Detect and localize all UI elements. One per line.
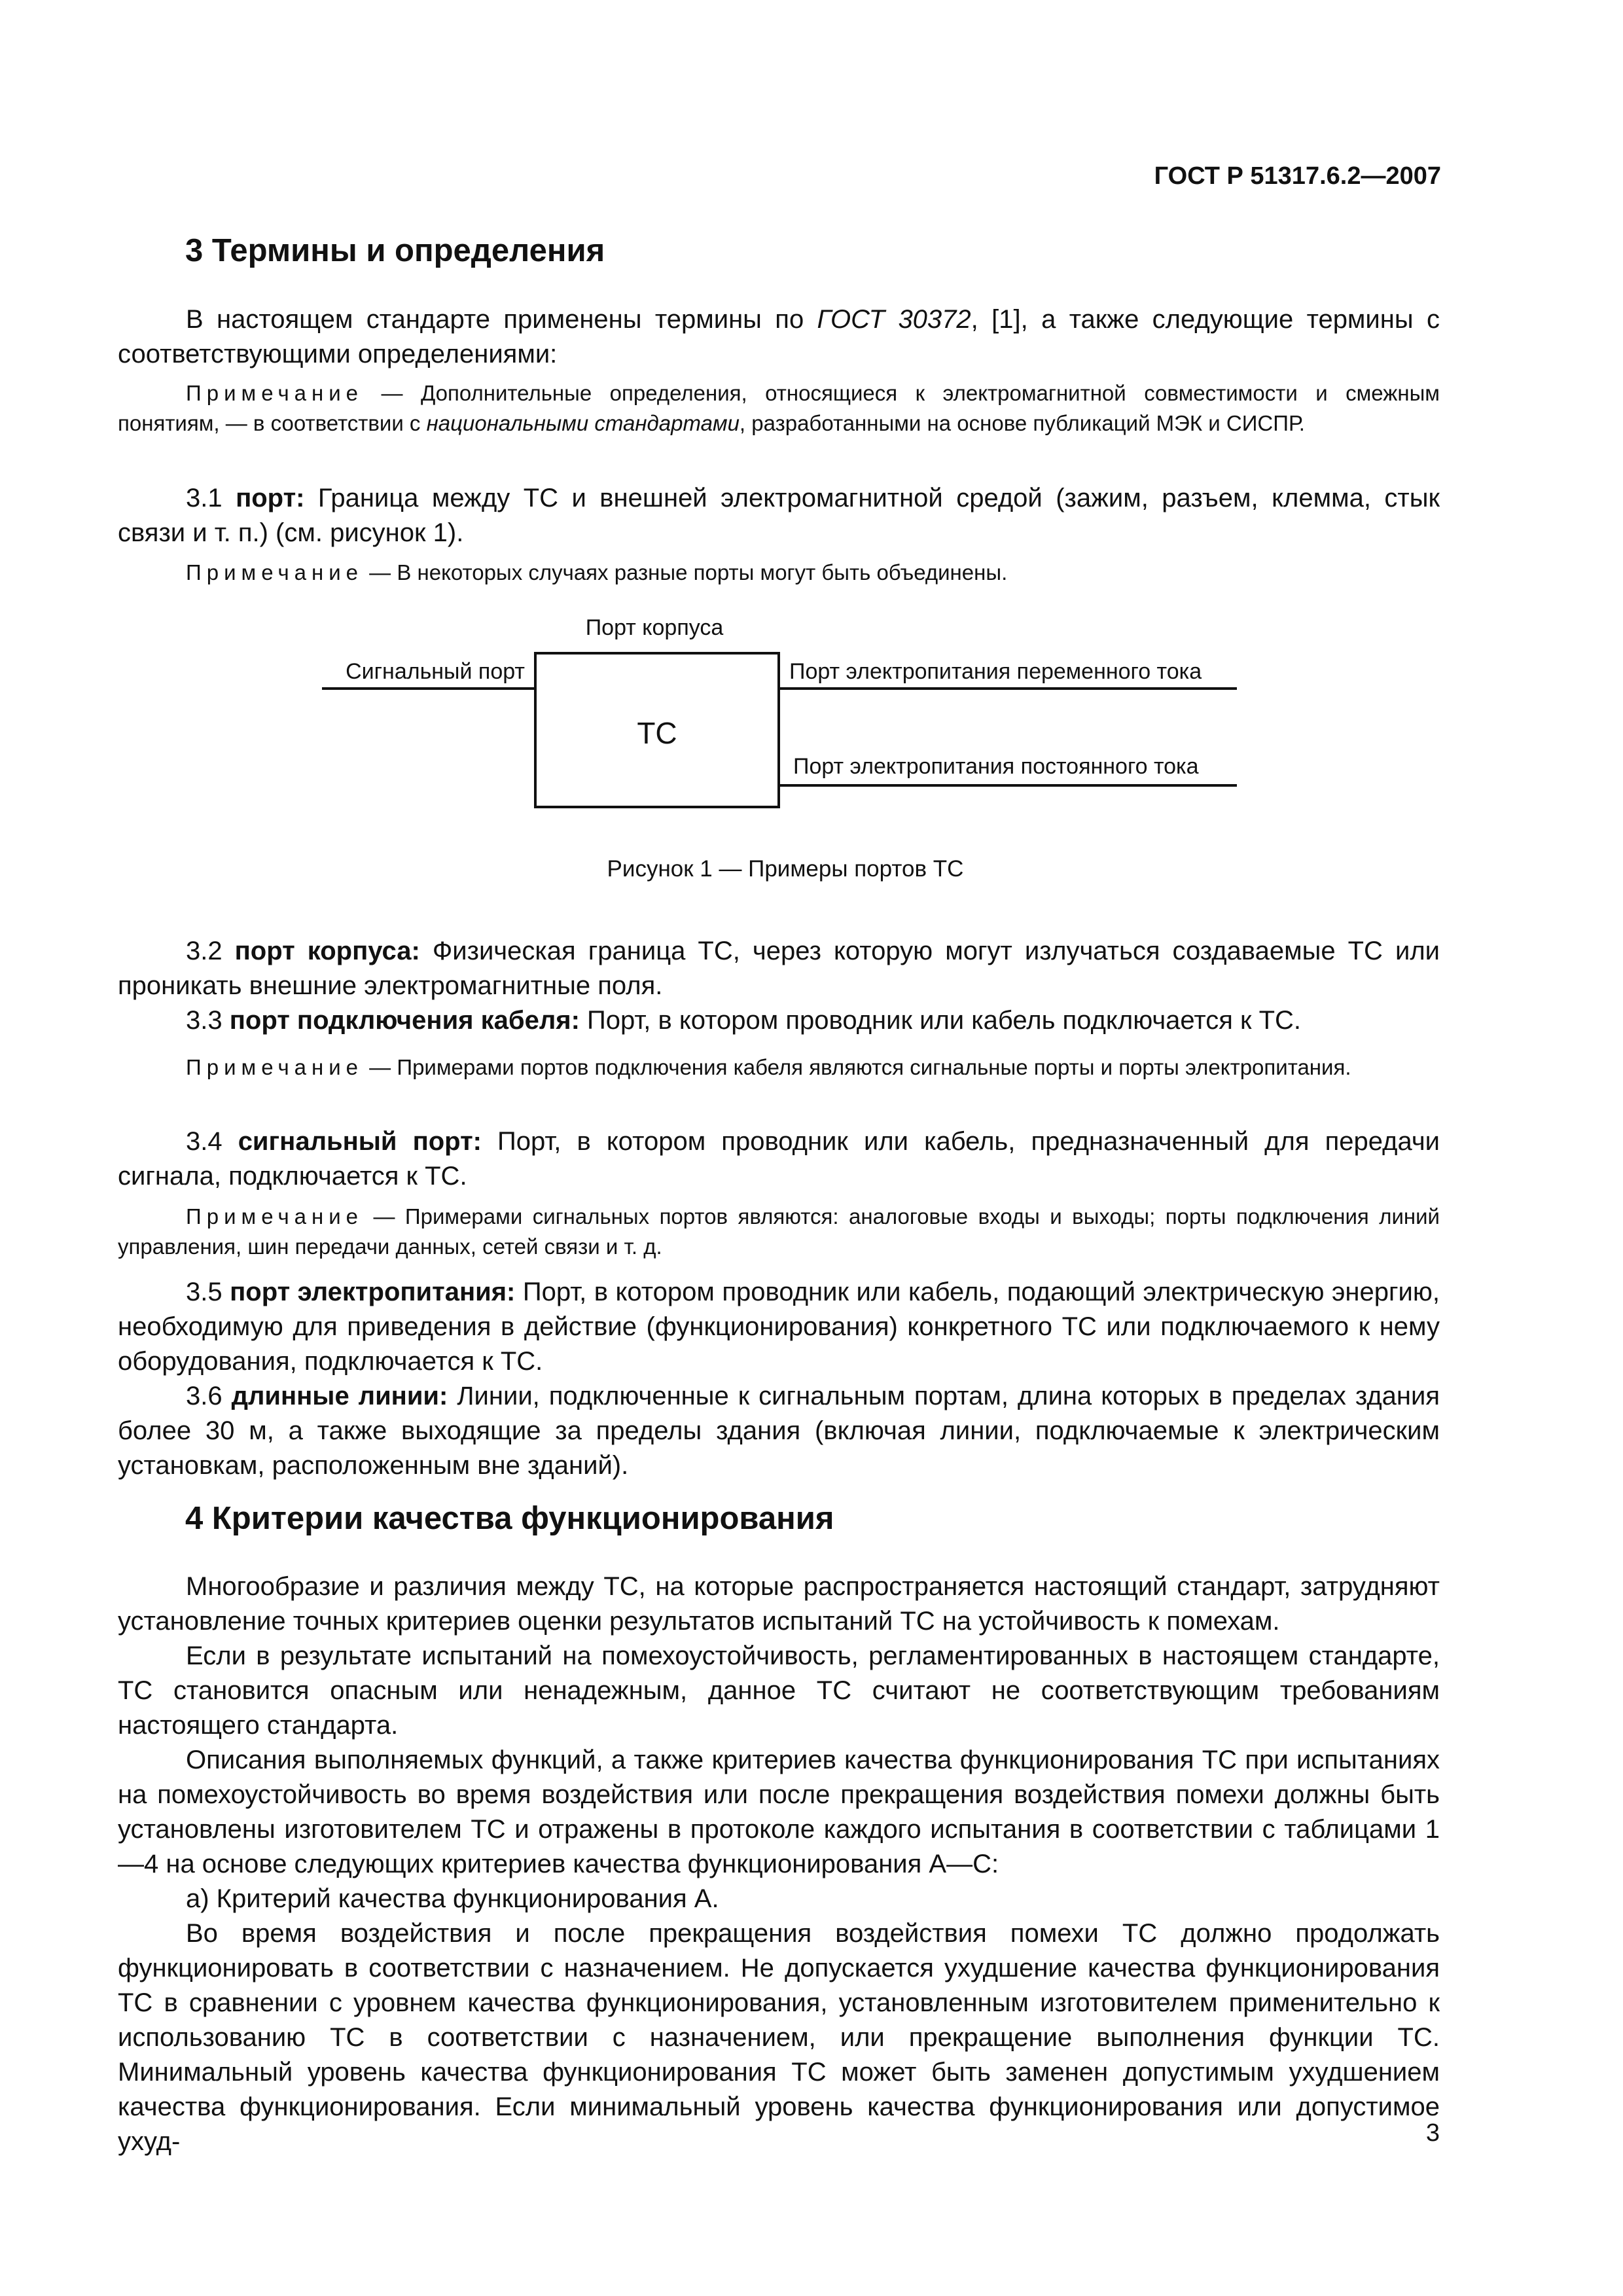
term-3-3 (118, 1003, 1440, 1038)
page-number: 3 (1425, 2119, 1440, 2147)
note-1-text-after: , разработанными на основе публикаций МЭК и СИСПР. (739, 411, 1305, 435)
label-port-enclosure: Порт корпуса (585, 615, 724, 640)
section-3-intro (118, 302, 1440, 372)
label-dc-power-port: Порт электропитания постоянного тока (793, 754, 1199, 779)
note-label: Примечание (186, 1055, 364, 1079)
note-label: Примечание (186, 1204, 364, 1229)
note-4 (118, 1202, 1440, 1262)
terms-3-2-3-3 (118, 934, 1440, 1038)
criterion-a-description: Во время воздействия и после прекращения воздействия помехи ТС должно продолжать функционировать в соответствии с назначением. Не допускается ухудшение качества функционирования ТС в сравнении с уровнем качества функционирования, установленным изготовителем применительно к использованию ТС в соответствии с назначением, или прекращение выполнения функции ТС. Минимальный уровень качества функционирования ТС может быть заменен допустимым ухудшением качества функционирования. Если минимальный уровень качества функционирования или допустимое ухуд- (118, 1919, 1440, 2156)
note-1 (118, 378, 1440, 439)
term-3-3-term: порт подключения кабеля: (229, 1006, 580, 1035)
term-3-5-definition: Порт, в котором проводник или кабель, подающий электрическую энергию, необходимую для приведения в действие (функционирования) конкретного ТС или подключаемого к нему оборудования, подключается к ТС. (118, 1278, 1440, 1376)
criterion-a-heading: а) Критерий качества функционирования А. (186, 1884, 719, 1913)
note-3 (118, 1052, 1440, 1083)
term-3-6-number: 3.6 (186, 1382, 232, 1410)
intro-text-after: , [1], а также следующие термины с соответствующими определениями: (118, 305, 1440, 368)
label-ac-power-port: Порт электропитания переменного тока (789, 659, 1202, 684)
term-3-1-term: порт: (236, 484, 305, 512)
label-signal-port: Сигнальный порт (346, 659, 525, 684)
term-3-2 (118, 934, 1440, 1003)
term-3-3-definition: Порт, в котором проводник или кабель подключается к ТС. (579, 1006, 1302, 1035)
note-2 (118, 558, 1440, 588)
section-4-paragraph-3: Описания выполняемых функций, а также критериев качества функционирования ТС при испытаниях на помехоустойчивость во время воздействия или после прекращения воздействия помехи должны быть установлены изготовителем ТС и отражены в протоколе каждого испытания в соответствии с таблицами 1—4 на основе следующих критериев качества функционирования А—С: (118, 1746, 1440, 1878)
terms-3-5-3-6 (118, 1275, 1440, 1483)
section-3-title: 3 Термины и определения (185, 233, 605, 268)
note-4-text: — Примерами сигнальных портов являются: аналоговые входы и выходы; порты подключения линий управления, шин передачи данных, сетей связи и т. д. (118, 1204, 1440, 1259)
note-label: Примечание (186, 560, 364, 584)
note-2-text: — В некоторых случаях разные порты могут быть объединены. (363, 560, 1008, 584)
intro-gost-reference: ГОСТ 30372 (817, 305, 971, 334)
term-3-5 (118, 1275, 1440, 1379)
note-1-text-before: — Дополнительные определения, относящиеся к электромагнитной совместимости и смежным понятиям, — в соответствии с (118, 381, 1440, 435)
term-3-6-definition: Линии, подключенные к сигнальным портам, длина которых в пределах здания более 30 м, а также выходящие за пределы здания (включая линии, подключаемые к электрическим установкам, расположенным вне зданий). (118, 1382, 1440, 1480)
term-3-5-term: порт электропитания: (230, 1278, 516, 1306)
figure-1-caption: Рисунок 1 — Примеры портов ТС (607, 856, 964, 882)
term-3-2-definition: Физическая граница ТС, через которую могут излучаться создаваемые ТС или проникать внешние электромагнитные поля. (118, 937, 1440, 1000)
note-1-italic: национальными стандартами (426, 411, 740, 435)
section-4-paragraph-2: Если в результате испытаний на помехоустойчивость, регламентированных в настоящем стандарте, ТС становится опасным или ненадежным, данное ТС считают не соответствующим требованиям настоящего стандарта. (118, 1641, 1440, 1740)
section-4-body (118, 1570, 1440, 2159)
term-3-5-number: 3.5 (186, 1278, 230, 1306)
term-3-4 (118, 1124, 1440, 1194)
note-label: Примечание (186, 381, 364, 405)
figure-1-ports-diagram (314, 609, 1257, 825)
section-4-title: 4 Критерии качества функционирования (185, 1501, 834, 1536)
term-3-4-definition: Порт, в котором проводник или кабель, предназначенный для передачи сигнала, подключается к ТС. (118, 1127, 1440, 1191)
term-3-6 (118, 1379, 1440, 1483)
term-3-2-term: порт корпуса: (234, 937, 420, 965)
device-box-label: ТС (637, 716, 677, 750)
term-3-1-definition: Граница между ТС и внешней электромагнитной средой (зажим, разъем, клемма, стык связи и т. п.) (см. рисунок 1). (118, 484, 1440, 547)
term-3-1-number: 3.1 (186, 484, 236, 512)
standard-code-header: ГОСТ Р 51317.6.2—2007 (1154, 162, 1441, 190)
term-3-1 (118, 481, 1440, 550)
note-3-text: — Примерами портов подключения кабеля являются сигнальные порты и порты электропитания. (363, 1055, 1351, 1079)
term-3-6-term: длинные линии: (231, 1382, 448, 1410)
section-4-paragraph-1: Многообразие и различия между ТС, на которые распространяется настоящий стандарт, затрудняют установление точных критериев оценки результатов испытаний ТС на устойчивость к помехам. (118, 1572, 1440, 1636)
term-3-4-number: 3.4 (186, 1127, 238, 1156)
term-3-2-number: 3.2 (186, 937, 235, 965)
term-3-4-term: сигнальный порт: (238, 1127, 482, 1156)
intro-text-before: В настоящем стандарте применены термины по (186, 305, 817, 334)
term-3-3-number: 3.3 (186, 1006, 230, 1035)
